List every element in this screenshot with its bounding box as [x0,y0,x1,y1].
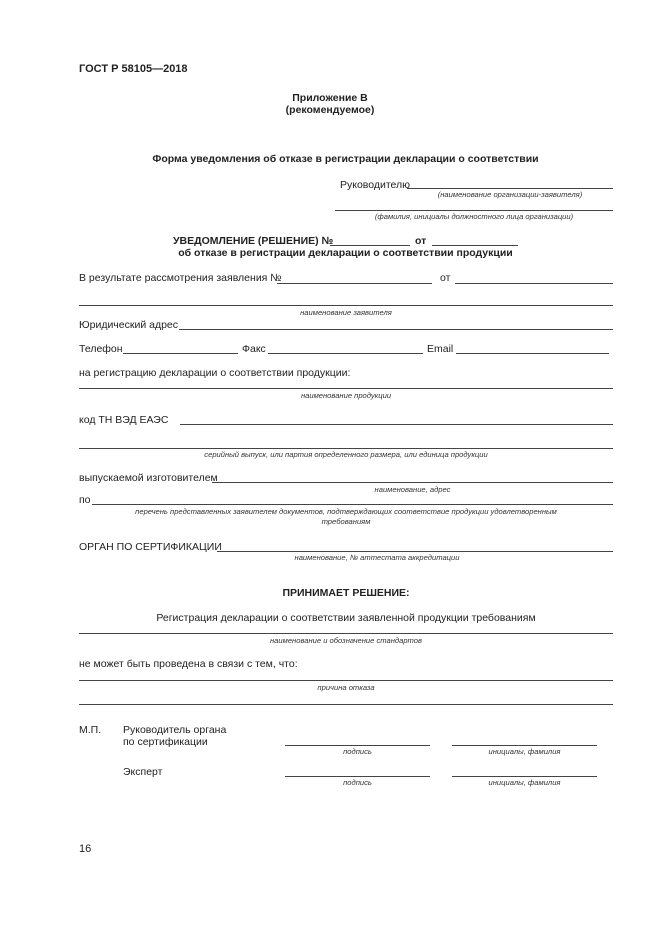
organ-label: ОРГАН ПО СЕРТИФИКАЦИИ [79,541,222,553]
form-title: Форма уведомления об отказе в регистрации декларации о соответствии [152,153,539,165]
addressee-person-caption: (фамилия, инициалы должностного лица организации) [374,212,574,221]
documents-caption-cont: требованиям [321,517,371,526]
expert-initials-caption: инициалы, фамилия [488,778,561,787]
addressee-org-caption: (наименование организации-заявителя) [437,190,583,199]
applicant-caption: наименование заявителя [300,308,392,317]
tnved-label: код ТН ВЭД ЕАЭС [79,414,169,426]
appendix-status: (рекомендуемое) [285,104,375,116]
review-label: В результате рассмотрения заявления № [79,272,282,284]
organ-line [217,551,613,552]
fax-label: Факс [242,343,266,355]
addressee-org-line [407,188,613,189]
phone-line [123,353,238,354]
product-name-line [79,388,613,389]
manufacturer-line [212,482,613,483]
registration-label: на регистрацию декларации о соответствии продукции: [79,367,351,379]
reason-line [79,680,613,681]
head-initials-line [452,745,597,746]
head-label-line2: по сертификации [123,736,208,748]
application-number-line [277,283,432,284]
expert-signature-line [285,776,430,777]
organ-caption: наименование, № аттестата аккредитации [294,553,460,562]
notice-date-line [432,245,518,246]
cannot-label: не может быть проведена в связи с тем, что: [79,658,298,670]
page-number: 16 [79,843,92,855]
by-label: по [79,494,91,506]
serial-caption: серийный выпуск, или партия определенного размера, или единица продукции [204,450,488,459]
documents-line [92,504,613,505]
head-signature-caption: подпись [343,747,372,756]
email-label: Email [427,343,454,355]
addressee-person-line [335,210,613,211]
notice-heading-from: от [415,235,427,247]
tnved-line [180,424,613,425]
documents-caption: перечень представленных заявителем документов, подтверждающих соответствие продукции удовлетворенным [135,507,557,516]
serial-line [79,448,613,449]
seal-label: М.П. [79,724,102,736]
manufacturer-label: выпускаемой изготовителем [79,472,218,484]
legal-address-label: Юридический адрес [79,319,179,331]
head-label-line1: Руководитель органа [123,724,227,736]
expert-label: Эксперт [123,766,163,778]
application-date-line [455,283,613,284]
manufacturer-caption: наименование, адрес [374,485,451,494]
notice-number-line [330,245,410,246]
addressee-label: Руководителю [340,179,411,191]
phone-label: Телефон [79,343,123,355]
decision-heading: ПРИНИМАЕТ РЕШЕНИЕ: [282,587,410,599]
standard-code: ГОСТ Р 58105—2018 [79,63,188,75]
expert-initials-line [452,776,597,777]
fax-line [268,353,423,354]
expert-signature-caption: подпись [343,778,372,787]
reason-line-2 [79,704,613,705]
head-initials-caption: инициалы, фамилия [488,747,561,756]
decision-statement: Регистрация декларации о соответствии заявленной продукции требованиям [156,612,536,624]
applicant-name-line [79,305,613,306]
product-caption: наименование продукции [300,391,392,400]
head-signature-line [285,745,430,746]
notice-subheading: об отказе в регистрации декларации о соответствии продукции [178,247,513,259]
legal-address-line [179,329,613,330]
appendix-title: Приложение В [292,92,368,104]
review-from-label: от [440,272,451,284]
reason-caption: причина отказа [317,683,375,692]
standards-line [79,633,613,634]
standards-caption: наименование и обозначение стандартов [269,636,422,645]
email-line [456,353,609,354]
notice-heading-prefix: УВЕДОМЛЕНИЕ (РЕШЕНИЕ) № [173,235,334,247]
